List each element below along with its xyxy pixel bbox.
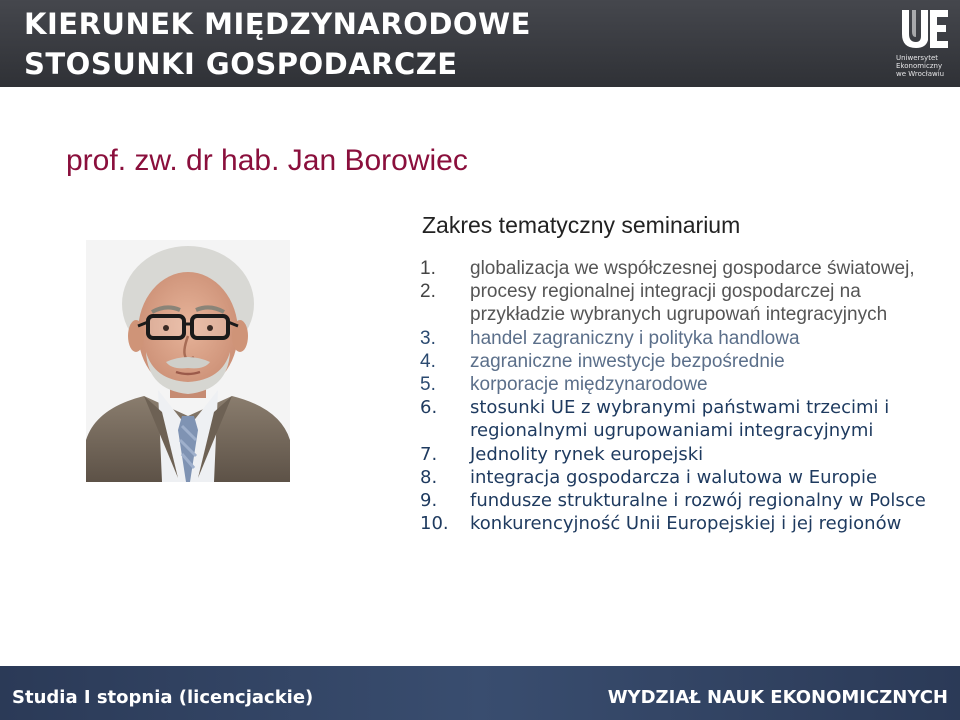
- item-number: 10.: [420, 513, 449, 535]
- person-name: prof. zw. dr hab. Jan Borowiec: [66, 144, 468, 177]
- item-number: 1.: [420, 258, 436, 279]
- item-text: handel zagraniczny i polityka handlowa: [470, 327, 800, 349]
- list-item: [420, 327, 940, 350]
- ue-logo: [892, 6, 954, 82]
- item-number: 9.: [420, 490, 438, 512]
- item-text: korporacje międzynarodowe: [470, 374, 708, 396]
- item-text: konkurencyjność Unii Europejskiej i jej regionów: [470, 513, 902, 535]
- header-bar: [0, 0, 960, 87]
- logo-line-3: we Wrocławiu: [896, 70, 945, 78]
- item-number: 2.: [420, 281, 436, 303]
- item-text: stosunki UE z wybranymi państwami trzecimi i regionalnymi ugrupowaniami integracyjnymi: [470, 397, 890, 442]
- item-number: 5.: [420, 374, 436, 396]
- item-number: 7.: [420, 443, 438, 465]
- list-item: [420, 257, 940, 280]
- study-level-label: Studia I stopnia (licencjackie): [12, 687, 314, 708]
- list-item: [420, 396, 940, 442]
- item-text: zagraniczne inwestycje bezpośrednie: [470, 350, 785, 372]
- title-line-2: STOSUNKI GOSPODARCZE: [24, 47, 458, 81]
- footer-bar: [0, 666, 960, 720]
- portrait-illustration: [86, 240, 290, 482]
- logo-caption: [896, 54, 956, 78]
- list-item: [420, 466, 940, 489]
- faculty-label: WYDZIAŁ NAUK EKONOMICZNYCH: [607, 687, 948, 708]
- ue-logo-icon: [896, 6, 950, 52]
- list-item: [420, 443, 940, 466]
- logo-line-2: Ekonomiczny: [896, 62, 943, 70]
- item-text: integracja gospodarcza i walutowa w Europie: [470, 466, 878, 488]
- item-text: procesy regionalnej integracji gospodarczej na przykładzie wybranych ugrupowań integracyjnych: [470, 281, 888, 326]
- list-item: [420, 512, 940, 535]
- item-number: 3.: [420, 327, 436, 349]
- list-item: [420, 280, 940, 326]
- list-item: [420, 350, 940, 373]
- item-number: 6.: [420, 397, 438, 419]
- title-line-1: KIERUNEK MIĘDZYNARODOWE: [24, 7, 531, 41]
- item-text: fundusze strukturalne i rozwój regionalny w Polsce: [470, 490, 926, 512]
- seminar-title: Zakres tematyczny seminarium: [422, 212, 741, 238]
- item-text: Jednolity rynek europejski: [470, 443, 704, 465]
- topics-list: [420, 257, 940, 535]
- page-title: [24, 4, 531, 84]
- list-item: [420, 373, 940, 396]
- item-number: 8.: [420, 466, 438, 488]
- item-number: 4.: [420, 350, 436, 372]
- list-item: [420, 489, 940, 512]
- item-text: globalizacja we współczesnej gospodarce światowej,: [470, 258, 915, 279]
- logo-line-1: Uniwersytet: [896, 54, 938, 62]
- portrait-photo: [86, 240, 290, 482]
